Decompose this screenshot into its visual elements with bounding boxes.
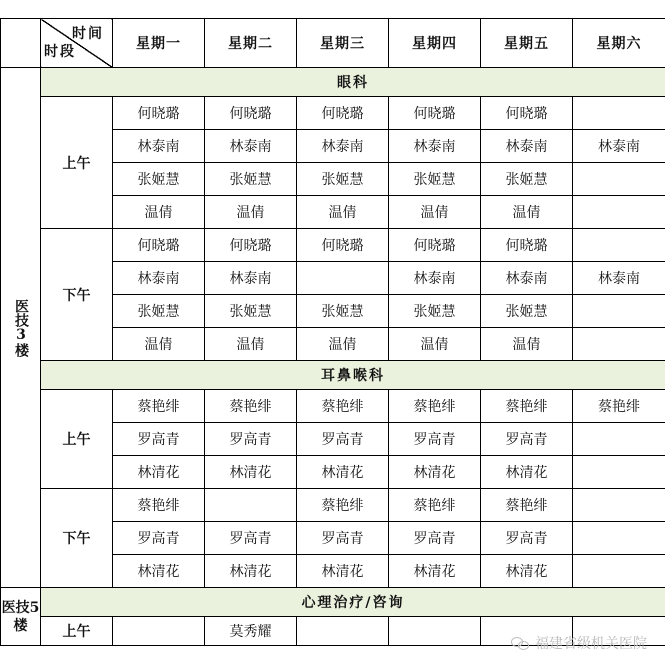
doctor-cell: 林泰南 [389,262,481,295]
doctor-cell: 温倩 [389,328,481,361]
doctor-cell: 何晓璐 [113,97,205,130]
doctor-cell: 温倩 [205,328,297,361]
section-row [1,588,665,617]
period-label: 下午 [41,489,113,588]
doctor-cell: 林泰南 [481,130,573,163]
doctor-cell: 林清花 [297,555,389,588]
doctor-cell: 蔡艳绯 [481,390,573,423]
section-title: 心理治疗/咨询 [41,588,665,617]
doctor-cell [573,229,665,262]
doctor-cell: 温倩 [113,328,205,361]
doctor-cell: 林清花 [297,456,389,489]
doctor-cell [573,522,665,555]
day-header: 星期四 [389,19,481,68]
doctor-cell: 罗高青 [389,522,481,555]
day-header: 星期二 [205,19,297,68]
corner-diagonal-cell [41,19,113,68]
doctor-cell: 林泰南 [113,262,205,295]
section-title: 耳鼻喉科 [41,361,665,390]
doctor-cell: 蔡艳绯 [297,489,389,522]
doctor-cell: 张姬慧 [389,295,481,328]
doctor-cell: 罗高青 [113,522,205,555]
header-row [1,19,665,68]
doctor-cell: 何晓璐 [297,229,389,262]
doctor-cell [573,163,665,196]
doctor-cell: 蔡艳绯 [297,390,389,423]
doctor-cell: 蔡艳绯 [113,489,205,522]
doctor-cell: 林泰南 [573,262,665,295]
doctor-cell: 何晓璐 [481,229,573,262]
corner-period-label: 时段 [44,44,76,60]
doctor-cell: 罗高青 [481,423,573,456]
doctor-cell: 温倩 [113,196,205,229]
schedule-table [0,18,665,646]
header-blank [1,19,41,68]
corner-time-label: 时间 [72,26,104,42]
doctor-cell: 罗高青 [389,423,481,456]
doctor-cell [389,617,481,646]
doctor-cell: 罗高青 [481,522,573,555]
wechat-icon [511,636,529,650]
doctor-cell: 温倩 [297,328,389,361]
table-row [1,97,665,130]
doctor-cell: 张姬慧 [113,163,205,196]
doctor-cell: 林清花 [205,555,297,588]
doctor-cell: 林泰南 [205,262,297,295]
doctor-cell: 张姬慧 [297,295,389,328]
doctor-cell: 林泰南 [205,130,297,163]
doctor-cell [573,489,665,522]
doctor-cell: 张姬慧 [113,295,205,328]
doctor-cell [297,262,389,295]
doctor-cell [573,97,665,130]
doctor-cell: 温倩 [481,328,573,361]
top-blank-strip [0,0,665,18]
doctor-cell: 林清花 [481,555,573,588]
doctor-cell: 何晓璐 [205,229,297,262]
doctor-cell [297,617,389,646]
period-label: 上午 [41,97,113,229]
doctor-cell: 林泰南 [481,262,573,295]
doctor-cell: 林清花 [205,456,297,489]
doctor-cell: 何晓璐 [389,229,481,262]
doctor-cell: 罗高青 [297,423,389,456]
doctor-cell: 林清花 [389,456,481,489]
day-header: 星期五 [481,19,573,68]
section-row [1,68,665,97]
doctor-cell [113,617,205,646]
watermark-text: 福建省级机关医院 [535,636,647,652]
section-title: 眼科 [41,68,665,97]
period-label: 上午 [41,617,113,646]
doctor-cell: 林清花 [481,456,573,489]
table-row [1,229,665,262]
doctor-cell: 蔡艳绯 [389,489,481,522]
day-header: 星期三 [297,19,389,68]
doctor-cell: 林清花 [113,456,205,489]
doctor-cell [573,328,665,361]
period-label: 下午 [41,229,113,361]
doctor-cell: 张姬慧 [205,295,297,328]
doctor-cell: 莫秀耀 [205,617,297,646]
section-row [1,361,665,390]
doctor-cell: 何晓璐 [205,97,297,130]
doctor-cell [573,555,665,588]
doctor-cell: 何晓璐 [113,229,205,262]
doctor-cell: 蔡艳绯 [113,390,205,423]
doctor-cell: 罗高青 [205,423,297,456]
doctor-cell: 罗高青 [205,522,297,555]
doctor-cell: 张姬慧 [205,163,297,196]
doctor-cell: 林泰南 [573,130,665,163]
doctor-cell: 张姬慧 [481,295,573,328]
doctor-cell [573,196,665,229]
doctor-cell: 蔡艳绯 [389,390,481,423]
doctor-cell: 张姬慧 [297,163,389,196]
doctor-cell: 何晓璐 [389,97,481,130]
table-row [1,489,665,522]
doctor-cell: 何晓璐 [481,97,573,130]
doctor-cell [205,489,297,522]
day-header: 星期一 [113,19,205,68]
doctor-cell: 蔡艳绯 [573,390,665,423]
doctor-cell: 林清花 [389,555,481,588]
doctor-cell: 林泰南 [297,130,389,163]
table-row [1,390,665,423]
doctor-cell: 温倩 [389,196,481,229]
doctor-cell: 林泰南 [113,130,205,163]
day-header: 星期六 [573,19,665,68]
doctor-cell [573,456,665,489]
location-3f: 医技3楼 [1,68,41,588]
doctor-cell: 张姬慧 [389,163,481,196]
location-5f: 医技5楼 [1,588,41,646]
doctor-cell: 蔡艳绯 [481,489,573,522]
doctor-cell: 罗高青 [113,423,205,456]
doctor-cell: 罗高青 [297,522,389,555]
doctor-cell [573,423,665,456]
doctor-cell: 何晓璐 [297,97,389,130]
doctor-cell: 张姬慧 [481,163,573,196]
doctor-cell: 温倩 [297,196,389,229]
doctor-cell [573,295,665,328]
doctor-cell: 蔡艳绯 [205,390,297,423]
watermark [511,633,647,653]
doctor-cell: 温倩 [205,196,297,229]
doctor-cell: 林清花 [113,555,205,588]
period-label: 上午 [41,390,113,489]
doctor-cell: 林泰南 [389,130,481,163]
doctor-cell: 温倩 [481,196,573,229]
